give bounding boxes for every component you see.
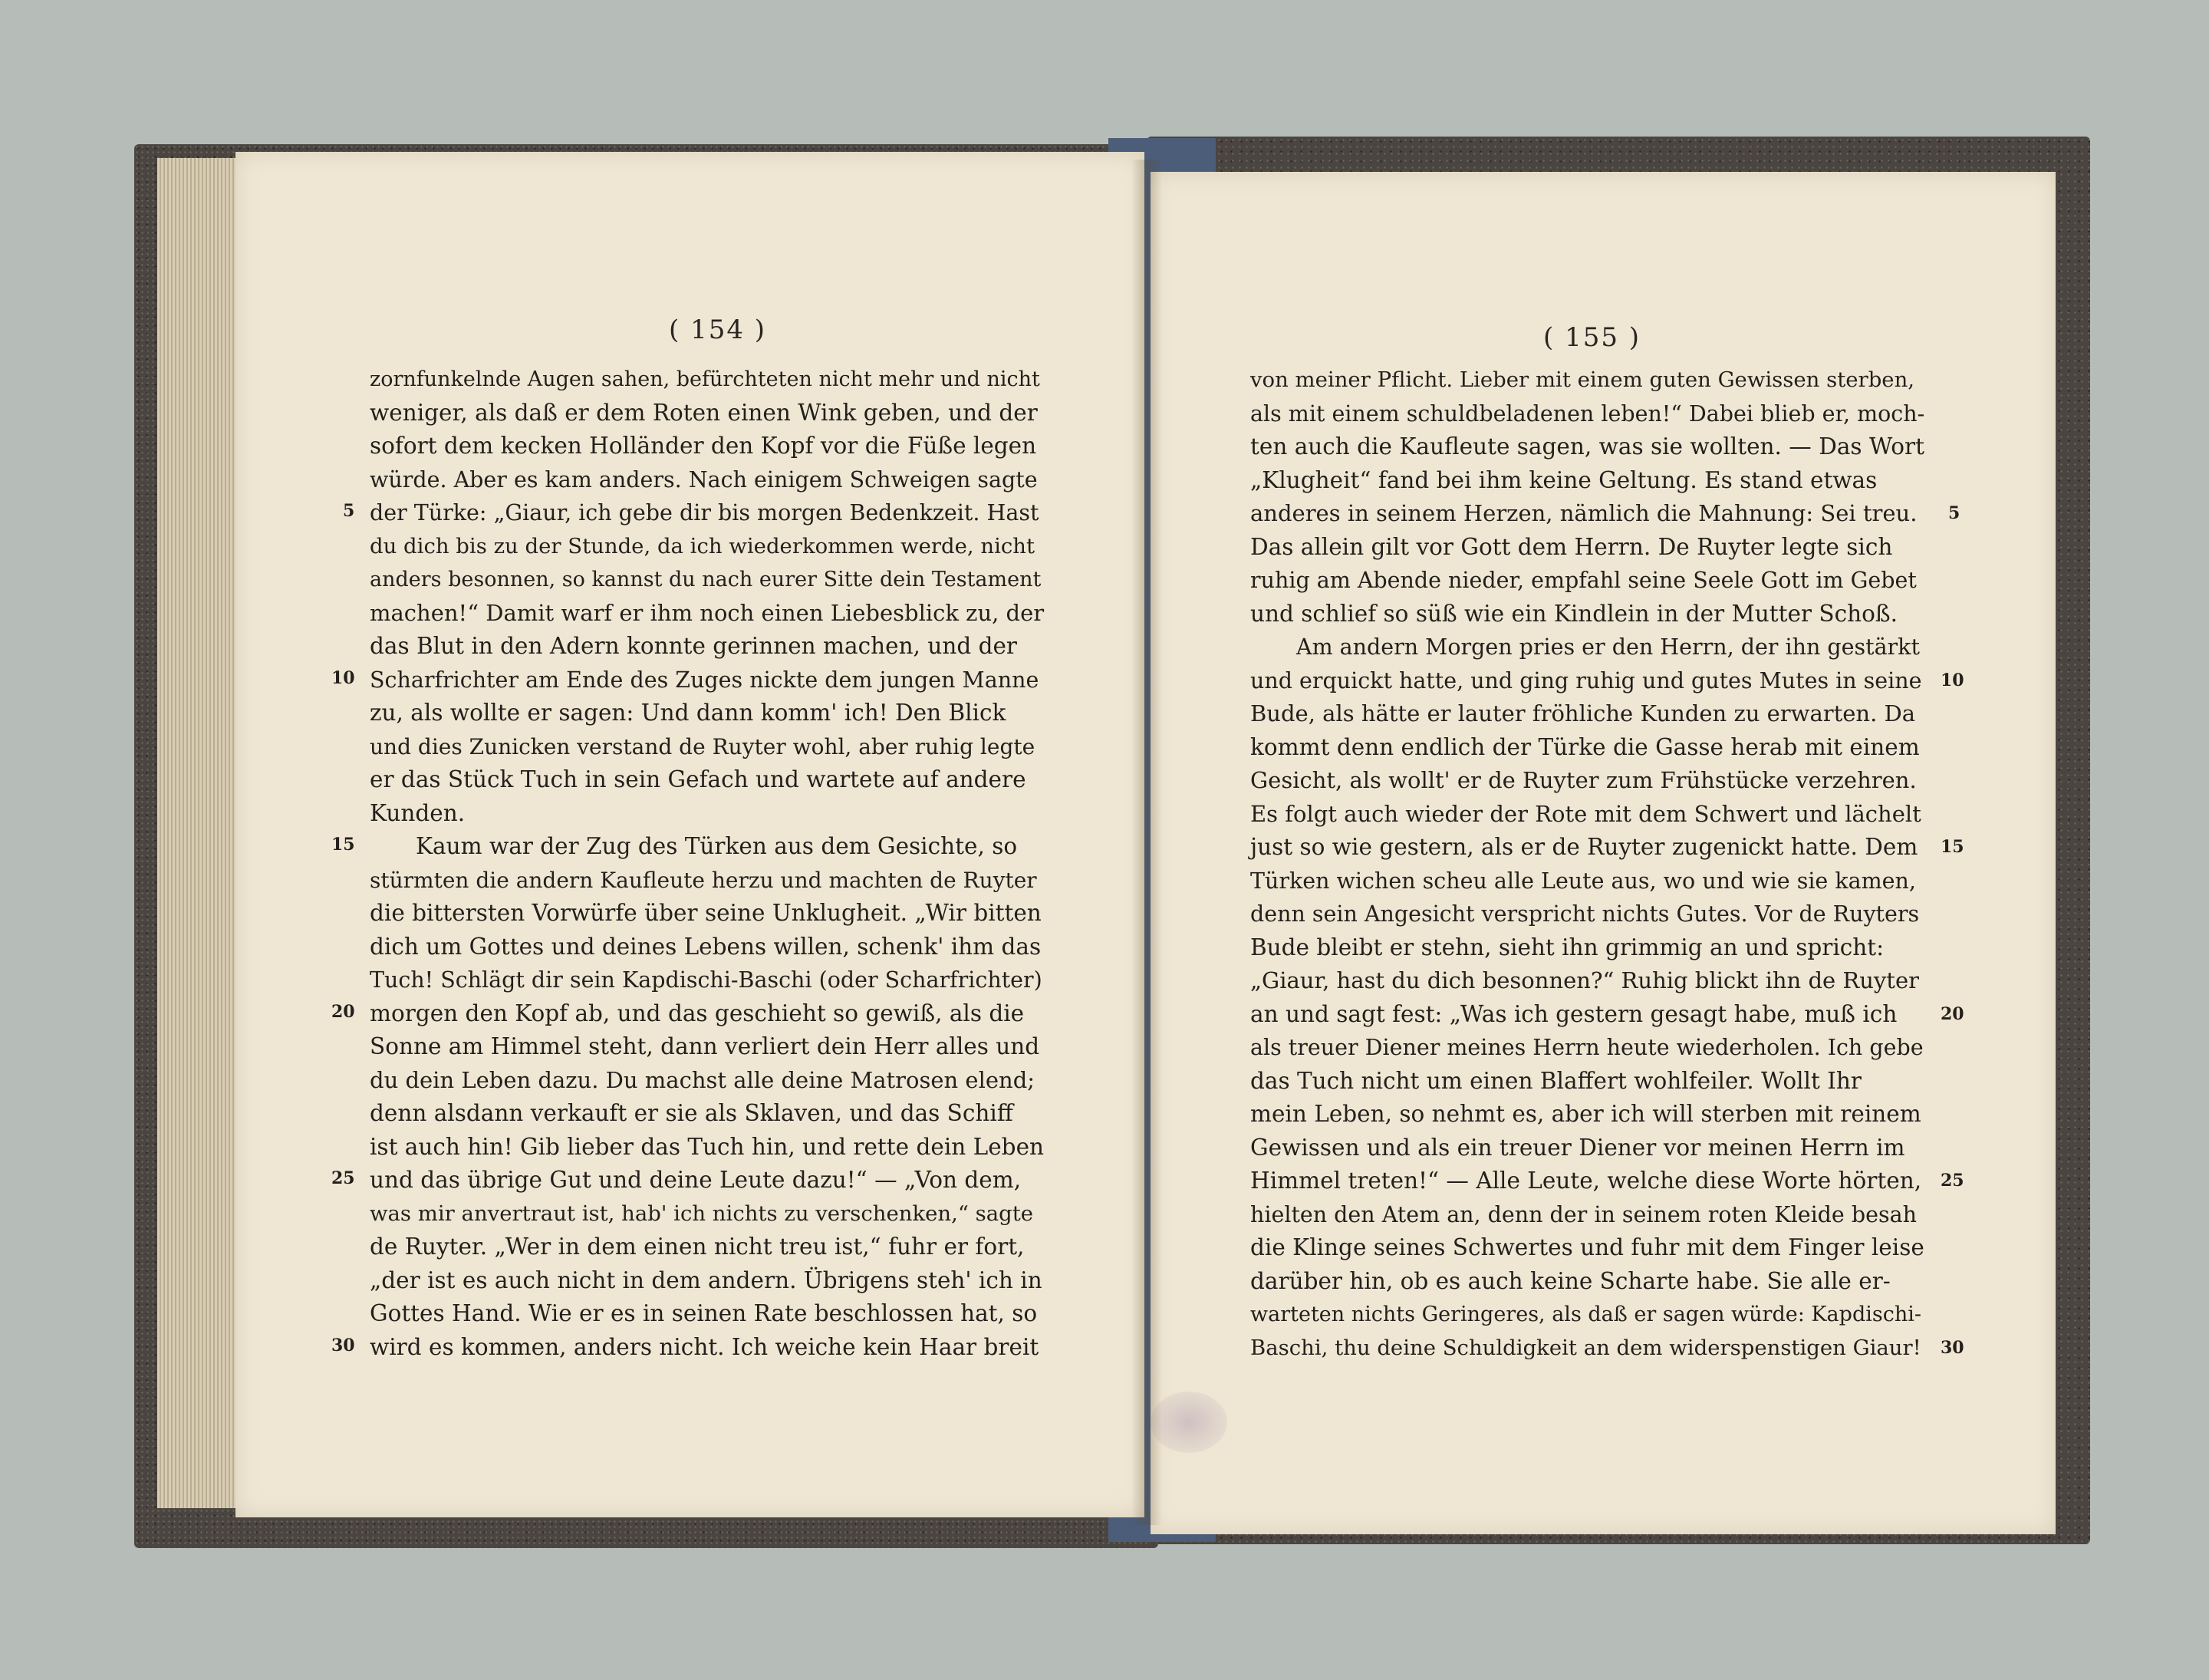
line-number: 20 xyxy=(331,1002,355,1022)
text-line: als treuer Diener meines Herrn heute wiederholen. Ich gebe xyxy=(1250,1035,1924,1060)
text-line: Das allein gilt vor Gott dem Herrn. De Ruyter legte sich xyxy=(1250,533,1893,560)
line-number: 15 xyxy=(1941,837,1964,857)
text-line: sofort dem kecken Holländer den Kopf vor die Füße legen xyxy=(370,433,1037,459)
text-line: „Klugheit“ fand bei ihm keine Geltung. Es stand etwas xyxy=(1250,466,1878,493)
page-number-left: ( 154 ) xyxy=(669,315,767,345)
text-line: anderes in seinem Herzen, nämlich die Mahnung: Sei treu. xyxy=(1250,500,1918,526)
text-line: „der ist es auch nicht in dem andern. Übrigens steh' ich in xyxy=(370,1267,1042,1293)
text-line: von meiner Pflicht. Lieber mit einem guten Gewissen sterben, xyxy=(1250,367,1915,392)
text-line: und schlief so süß wie ein Kindlein in der Mutter Schoß. xyxy=(1250,600,1898,627)
text-line: machen!“ Damit warf er ihm noch einen Liebesblick zu, der xyxy=(370,599,1045,626)
text-line: just so wie gestern, als er de Ruyter zugenickt hatte. Dem xyxy=(1250,834,1918,860)
text-line: ist auch hin! Gib lieber das Tuch hin, und rette dein Leben xyxy=(370,1133,1045,1160)
text-line: „Giaur, hast du dich besonnen?“ Ruhig blickt ihn de Ruyter xyxy=(1250,967,1919,993)
text-line: du dich bis zu der Stunde, da ich wiederkommen werde, nicht xyxy=(370,533,1035,558)
text-line: Gesicht, als wollt' er de Ruyter zum Frühstücke verzehren. xyxy=(1250,767,1917,793)
line-number: 10 xyxy=(1941,670,1964,690)
text-line: was mir anvertraut ist, hab' ich nichts zu verschenken,“ sagte xyxy=(370,1201,1034,1226)
text-line: und erquickt hatte, und ging ruhig und gutes Mutes in seine xyxy=(1250,667,1922,693)
text-line: Kaum war der Zug des Türken aus dem Gesichte, so xyxy=(416,833,1018,859)
text-line: weniger, als daß er dem Roten einen Wink geben, und der xyxy=(370,399,1038,426)
text-line: er das Stück Tuch in sein Gefach und wartete auf andere xyxy=(370,766,1026,792)
page-gutter xyxy=(1131,160,1162,1525)
text-line: stürmten die andern Kaufleute herzu und machten de Ruyter xyxy=(370,867,1037,893)
text-line: Türken wichen scheu alle Leute aus, wo und wie sie kamen, xyxy=(1250,868,1916,894)
text-line: du dein Leben dazu. Du machst alle deine Matrosen elend; xyxy=(370,1066,1035,1093)
text-line: mein Leben, so nehmt es, aber ich will sterben mit reinem xyxy=(1250,1101,1921,1127)
text-line: die bittersten Vorwürfe über seine Unklugheit. „Wir bitten xyxy=(370,900,1042,926)
text-line: Sonne am Himmel steht, dann verliert dein Herr alles und xyxy=(370,1033,1040,1059)
text-line: Es folgt auch wieder der Rote mit dem Schwert und lächelt xyxy=(1250,800,1921,827)
line-number: 10 xyxy=(331,668,355,688)
text-line: kommt denn endlich der Türke die Gasse herab mit einem xyxy=(1250,733,1920,760)
text-line: das Tuch nicht um einen Blaffert wohlfeiler. Wollt Ihr xyxy=(1250,1067,1862,1094)
right-page xyxy=(1151,172,2056,1534)
text-line: und dies Zunicken verstand de Ruyter wohl, aber ruhig legte xyxy=(370,733,1035,759)
line-number: 15 xyxy=(331,835,355,855)
paper-stain xyxy=(1151,1392,1227,1453)
text-line: dich um Gottes und deines Lebens willen, schenk' ihm das xyxy=(370,933,1042,960)
text-line: hielten den Atem an, denn der in seinem roten Kleide besah xyxy=(1250,1201,1917,1227)
text-line: Gottes Hand. Wie er es in seinen Rate beschlossen hat, so xyxy=(370,1300,1038,1326)
text-line: der Türke: „Giaur, ich gebe dir bis morgen Bedenkzeit. Hast xyxy=(370,500,1039,525)
text-line: an und sagt fest: „Was ich gestern gesagt habe, muß ich xyxy=(1250,1000,1898,1027)
line-number: 30 xyxy=(331,1336,355,1356)
text-line: die Klinge seines Schwertes und fuhr mit dem Finger leise xyxy=(1250,1234,1924,1260)
text-line: Baschi, thu deine Schuldigkeit an dem widerspenstigen Giaur! xyxy=(1250,1335,1921,1360)
page-number-right: ( 155 ) xyxy=(1543,322,1641,353)
line-number: 5 xyxy=(343,501,355,521)
text-line: Bude bleibt er stehn, sieht ihn grimmig an und spricht: xyxy=(1250,934,1885,960)
left-page xyxy=(235,152,1144,1517)
text-line: das Blut in den Adern konnte gerinnen machen, und der xyxy=(370,633,1018,659)
text-line: denn alsdann verkauft er sie als Sklaven, und das Schiff xyxy=(370,1100,1013,1126)
line-number: 5 xyxy=(1948,503,1960,523)
text-line: Gewissen und als ein treuer Diener vor meinen Herrn im xyxy=(1250,1134,1905,1161)
text-line: Tuch! Schlägt dir sein Kapdischi-Baschi (oder Scharfrichter) xyxy=(370,967,1042,993)
text-line: und das übrige Gut und deine Leute dazu!“ — „Von dem, xyxy=(370,1167,1022,1193)
text-line: anders besonnen, so kannst du nach eurer Sitte dein Testament xyxy=(370,568,1042,591)
text-line: denn sein Angesicht verspricht nichts Gutes. Vor de Ruyters xyxy=(1250,901,1920,927)
text-line: würde. Aber es kam anders. Nach einigem Schweigen sagte xyxy=(370,466,1038,492)
text-line: zornfunkelnde Augen sahen, befürchteten nicht mehr und nicht xyxy=(370,367,1040,391)
text-line: als mit einem schuldbeladenen leben!“ Dabei blieb er, moch- xyxy=(1250,400,1925,427)
right-page-text xyxy=(1250,364,1925,1365)
text-line: zu, als wollte er sagen: Und dann komm' ich! Den Blick xyxy=(370,700,1006,726)
text-line: ten auch die Kaufleute sagen, was sie wollten. — Das Wort xyxy=(1250,433,1924,460)
text-line: darüber hin, ob es auch keine Scharte habe. Sie alle er- xyxy=(1250,1267,1891,1294)
line-number: 25 xyxy=(331,1168,355,1188)
text-line: Bude, als hätte er lauter fröhliche Kunden zu erwarten. Da xyxy=(1250,700,1916,726)
open-book xyxy=(134,137,2090,1548)
text-line: Am andern Morgen pries er den Herrn, der ihn gestärkt xyxy=(1296,634,1920,660)
text-line: Himmel treten!“ — Alle Leute, welche diese Worte hörten, xyxy=(1250,1168,1922,1194)
text-line: warteten nichts Geringeres, als daß er sagen würde: Kapdischi- xyxy=(1250,1303,1921,1326)
text-line: morgen den Kopf ab, und das geschieht so gewiß, als die xyxy=(370,1000,1025,1026)
line-number: 20 xyxy=(1941,1004,1964,1024)
line-number: 25 xyxy=(1941,1171,1964,1191)
left-page-text xyxy=(370,363,1045,1364)
text-line: de Ruyter. „Wer in dem einen nicht treu ist,“ fuhr er fort, xyxy=(370,1234,1025,1260)
line-number: 30 xyxy=(1941,1338,1964,1358)
text-line: ruhig am Abende nieder, empfahl seine Seele Gott im Gebet xyxy=(1250,568,1917,593)
text-line: Kunden. xyxy=(370,799,466,826)
text-line: Scharfrichter am Ende des Zuges nickte dem jungen Manne xyxy=(370,667,1039,693)
text-line: wird es kommen, anders nicht. Ich weiche kein Haar breit xyxy=(370,1333,1039,1360)
